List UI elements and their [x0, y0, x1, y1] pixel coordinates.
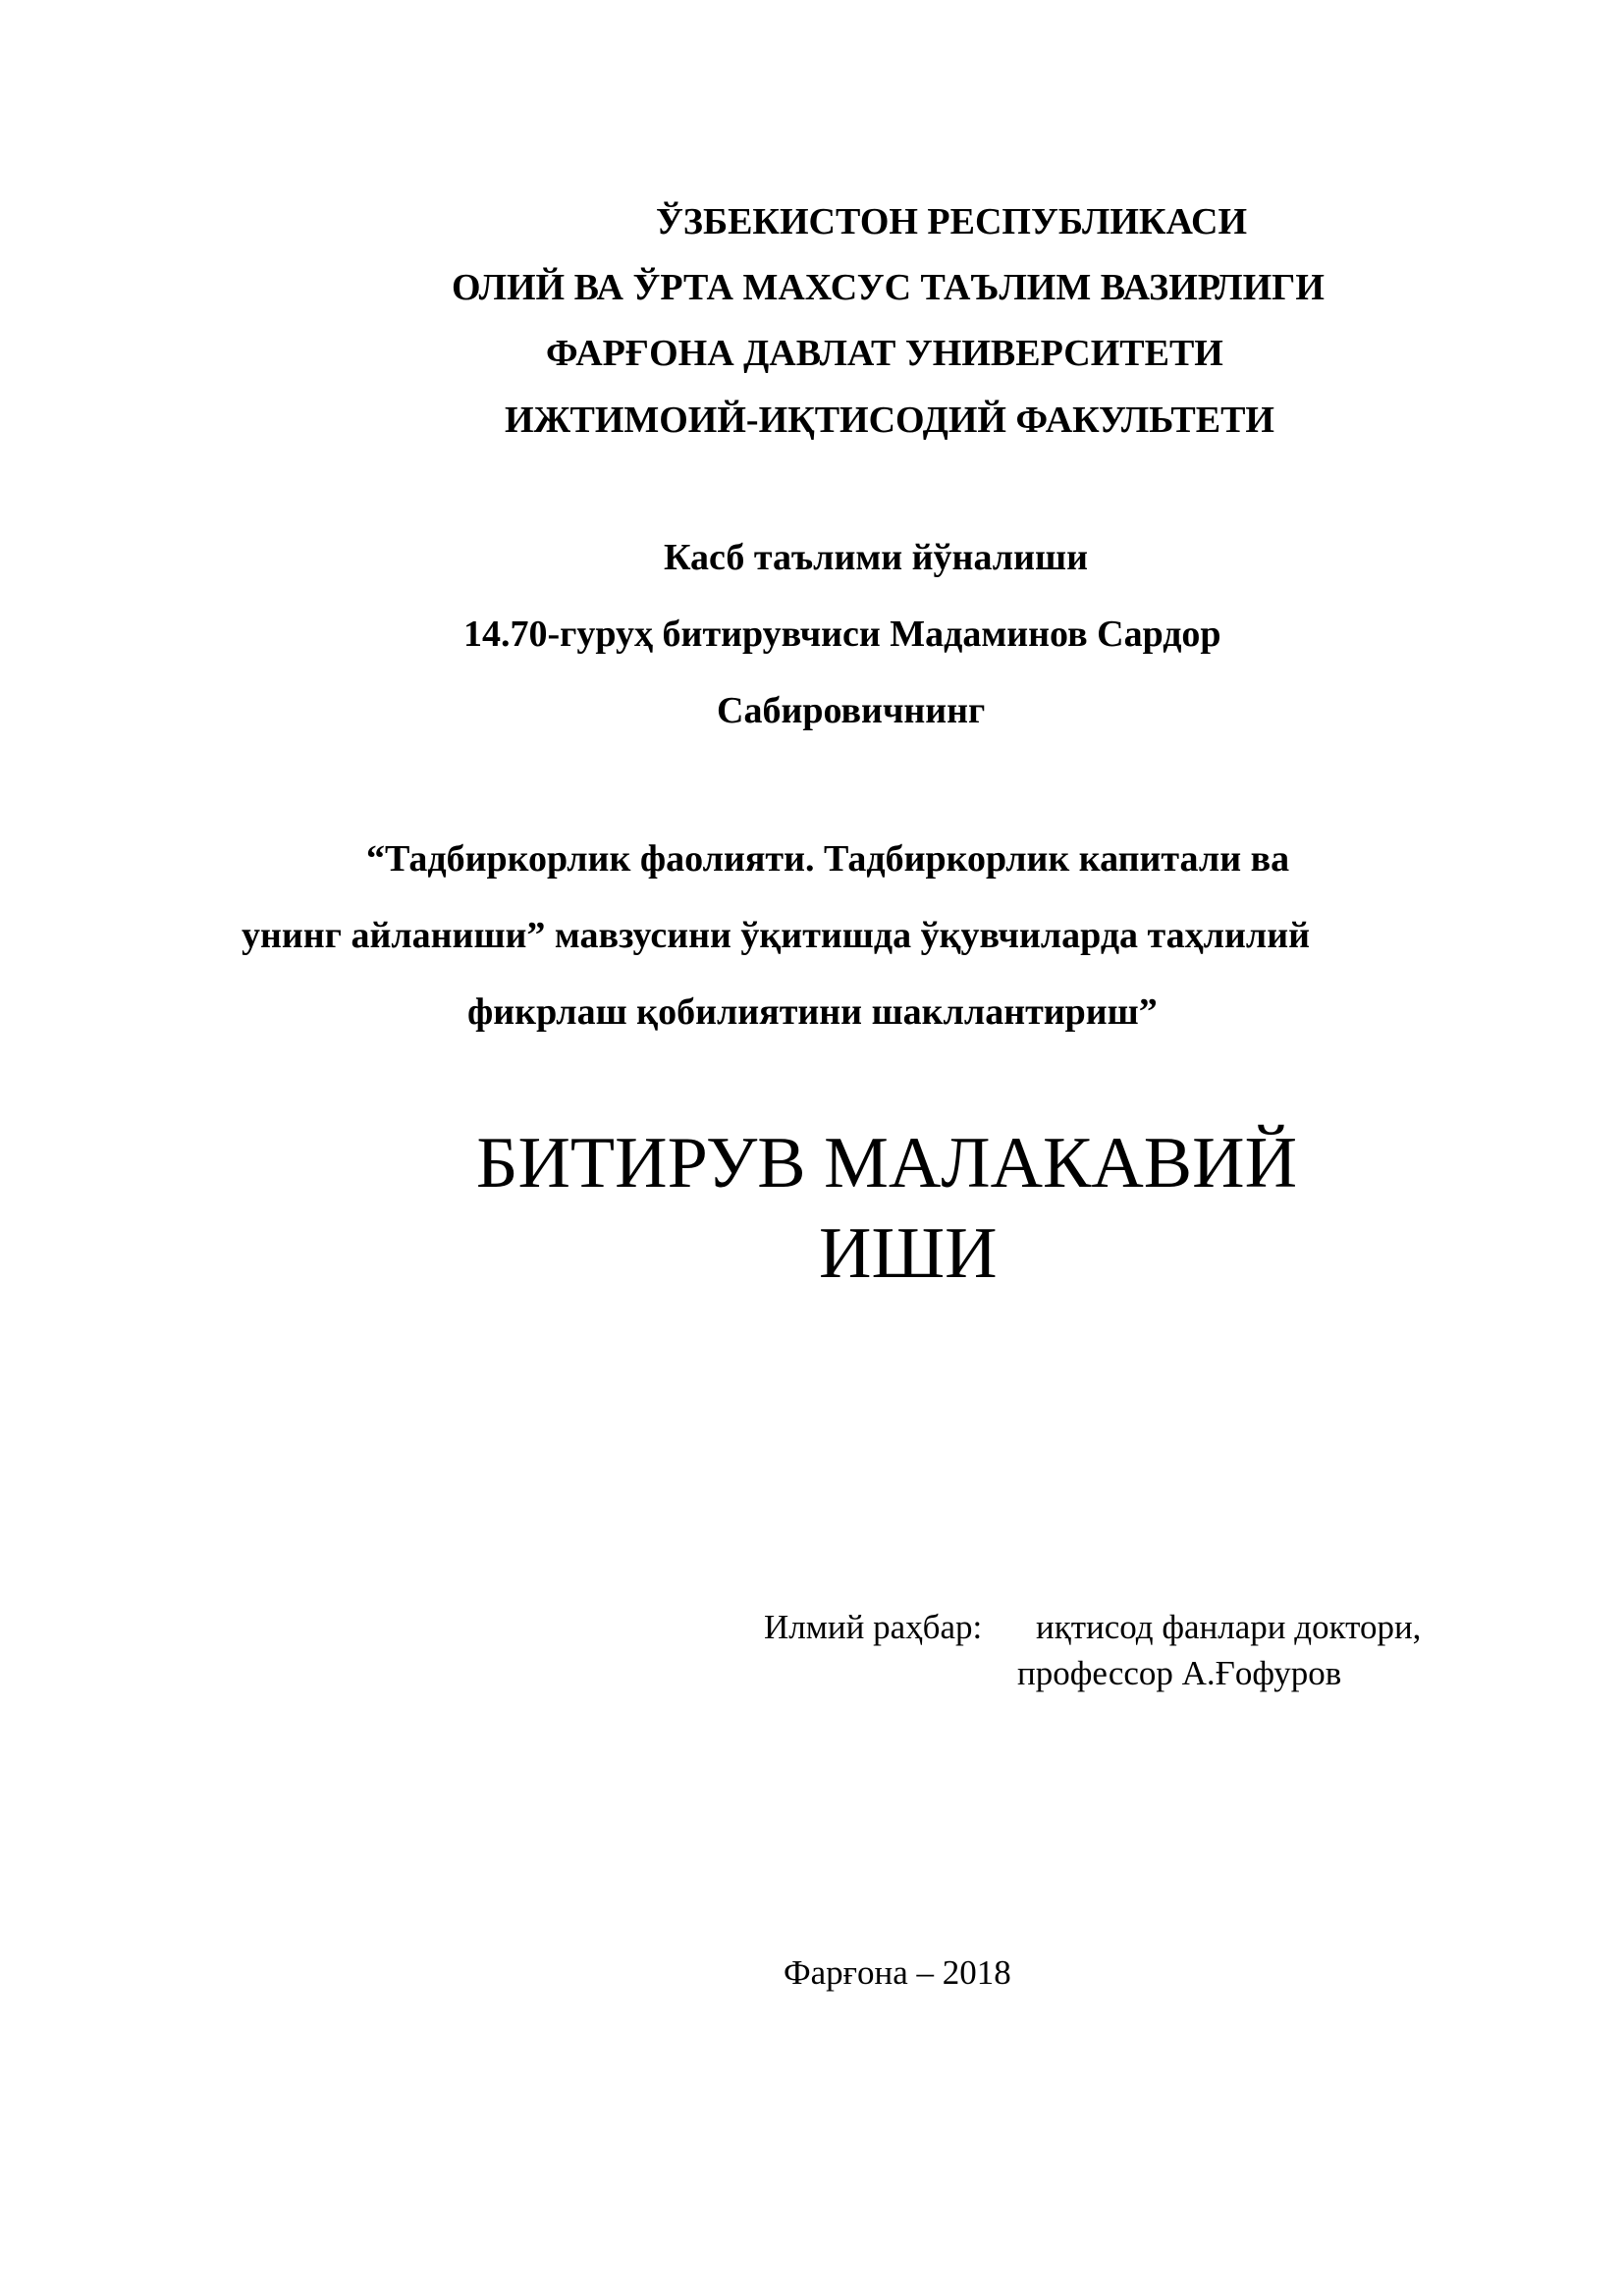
- author-patronymic: Сабировичнинг: [717, 690, 986, 731]
- author-group-name: 14.70-гуруҳ битирувчиси Мадаминов Сардор: [463, 614, 1221, 655]
- country-title: ЎЗБЕКИСТОН РЕСПУБЛИКАСИ: [656, 201, 1248, 242]
- supervisor-degree: иқтисод фанлари доктори,: [1036, 1608, 1422, 1646]
- university-title: ФАРҒОНА ДАВЛАТ УНИВЕРСИТЕТИ: [546, 333, 1223, 374]
- ministry-title: ОЛИЙ ВА ЎРТА МАХСУС ТАЪЛИМ ВАЗИРЛИГИ: [452, 267, 1325, 308]
- program-name: Касб таълими йўналиши: [664, 537, 1088, 578]
- work-type-line-1: БИТИРУВ МАЛАКАВИЙ: [476, 1123, 1298, 1203]
- thesis-topic-line-2: унинг айланиши” мавзусини ўқитишда ўқувчиларда таҳлилий: [242, 915, 1310, 956]
- faculty-title: ИЖТИМОИЙ-ИҚТИСОДИЙ ФАКУЛЬТЕТИ: [505, 400, 1274, 441]
- thesis-topic-line-1: “Тадбиркорлик фаолияти. Тадбиркорлик капитали ва: [366, 838, 1290, 880]
- work-type-line-2: ИШИ: [819, 1213, 998, 1294]
- supervisor-label: Илмий раҳбар:: [764, 1608, 983, 1646]
- supervisor-name: профессор А.Ғофуров: [1017, 1654, 1342, 1692]
- thesis-topic-line-3: фикрлаш қобилиятини шакллантириш”: [467, 991, 1158, 1033]
- place-and-year: Фарғона – 2018: [784, 1953, 1011, 1992]
